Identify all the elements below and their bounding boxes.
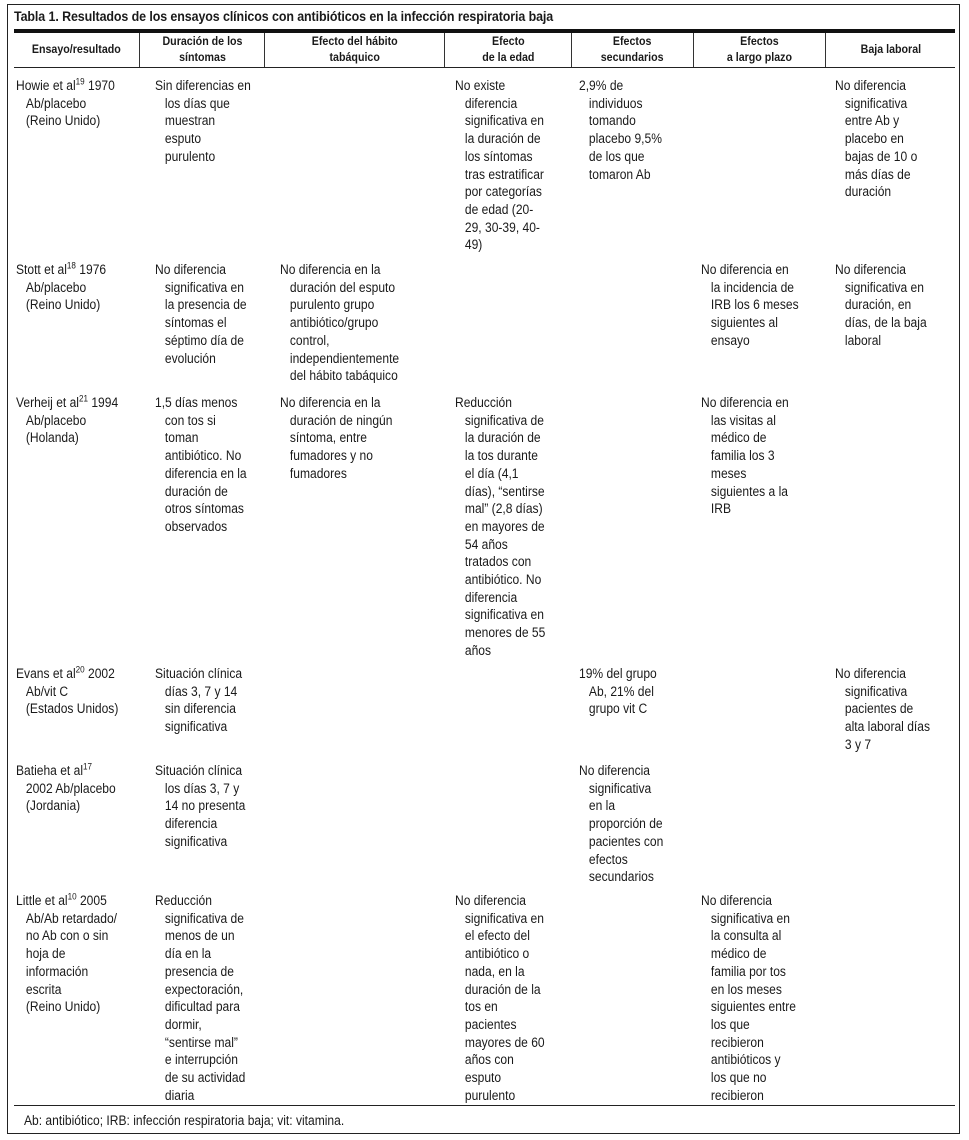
cell-line: fumadores: [289, 465, 347, 481]
study-author: Verheij et al: [16, 395, 79, 410]
study-detail-line: Ab/Ab retardado/: [25, 910, 118, 926]
cell-line: significativa: [164, 833, 228, 849]
cell-line: efectos: [588, 851, 628, 867]
cell-line: tratados con: [464, 554, 532, 570]
study-detail-line: escrita: [25, 981, 62, 997]
study-detail-line: (Estados Unidos): [25, 701, 119, 717]
column-header-label: Ensayo/resultado: [32, 43, 121, 56]
cell-line: duración del esputo: [289, 279, 396, 295]
cell-line: placebo 9,5%: [588, 131, 662, 147]
cell-line: ensayo: [710, 332, 750, 348]
cell-line: significativa: [844, 95, 908, 111]
cell-line: por categorías: [464, 184, 542, 200]
cell-line: dificultad para: [164, 999, 240, 1015]
cell-line: fumadores y no: [289, 448, 373, 464]
table-cell: [155, 77, 261, 166]
cell-line: significativa: [164, 719, 228, 735]
cell-line: recibieron: [710, 1087, 764, 1103]
study-year: 2002: [84, 666, 115, 681]
reference-number: 20: [75, 664, 85, 675]
column-header: [694, 33, 826, 67]
cell-line: los días que: [164, 95, 230, 111]
cell-line: familia los 3: [710, 448, 775, 464]
cell-line: significativa de: [464, 412, 544, 428]
cell-line: nada, en la: [464, 963, 525, 979]
cell-line: siguientes a la: [710, 483, 788, 499]
cell-line: séptimo día de: [164, 332, 244, 348]
cell-line: duración de: [164, 483, 228, 499]
table-cell: [155, 762, 255, 851]
table-cell: [280, 394, 405, 483]
study-author: Evans et al: [16, 666, 76, 681]
cell-line: observados: [164, 518, 228, 534]
cell-line: significativa en: [464, 910, 544, 926]
cell-line: meses: [710, 465, 747, 481]
cell-line: tomando: [588, 113, 636, 129]
table-cell: [579, 665, 665, 718]
header-rule: [14, 67, 955, 68]
cell-line: sin diferencia: [164, 701, 236, 717]
cell-line: 14 no presenta: [164, 798, 246, 814]
cell-line: “sentirse mal”: [164, 1034, 238, 1050]
cell-line: Situación clínica: [155, 666, 243, 681]
study-author: Little et al: [16, 893, 68, 908]
column-header: [826, 33, 955, 67]
study-detail-line: Ab/placebo: [25, 279, 87, 295]
cell-line: bajas de 10 o: [844, 148, 918, 164]
cell-line: de los que: [588, 148, 645, 164]
table-cell: [835, 77, 926, 201]
table-cell: [835, 665, 941, 754]
cell-line: No diferencia: [701, 893, 773, 908]
cell-line: esputo: [164, 131, 202, 147]
study-cell: [16, 665, 130, 718]
cell-line: Ab, 21% del: [588, 683, 654, 699]
cell-line: el efecto del: [464, 928, 530, 944]
cell-line: significativa en: [164, 279, 244, 295]
cell-line: 29, 30-39, 40-: [464, 219, 540, 235]
cell-line: día en la: [164, 946, 212, 962]
study-detail-line: (Reino Unido): [25, 113, 101, 129]
table-cell: [835, 261, 937, 350]
cell-line: proporción de: [588, 816, 663, 832]
cell-line: No diferencia: [579, 763, 651, 778]
cell-line: familia por tos: [710, 963, 786, 979]
cell-line: médico de: [710, 430, 767, 446]
cell-line: duración: [844, 184, 892, 200]
cell-line: Situación clínica: [155, 763, 243, 778]
study-detail-line: hoja de: [25, 946, 66, 962]
study-detail-line: Ab/placebo: [25, 412, 87, 428]
study-cell: [16, 77, 126, 130]
cell-line: purulento: [164, 148, 216, 164]
cell-line: No existe: [455, 78, 506, 93]
cell-line: No diferencia en: [701, 395, 789, 410]
study-year: 1970: [84, 78, 115, 93]
column-header: [14, 33, 140, 67]
cell-line: años: [464, 642, 492, 658]
cell-line: purulento: [464, 1087, 516, 1103]
cell-line: secundarios: [588, 869, 654, 885]
cell-line: la incidencia de: [710, 279, 794, 295]
cell-line: antibiótico. No: [464, 572, 542, 588]
cell-line: 1,5 días menos: [155, 395, 238, 410]
cell-line: muestran: [164, 113, 216, 129]
cell-line: antibiótico/grupo: [289, 315, 379, 331]
table-cell: [701, 261, 810, 350]
study-cell: [16, 892, 128, 1016]
table-cell: [701, 892, 807, 1104]
study-name: [16, 762, 116, 780]
cell-line: mayores de 60: [464, 1034, 545, 1050]
cell-line: Sin diferencias en: [155, 78, 251, 93]
table-cell: [155, 892, 255, 1104]
column-header: [140, 33, 265, 67]
cell-line: de su actividad: [164, 1070, 246, 1086]
reference-number: 10: [67, 891, 77, 902]
column-header-label: Baja laboral: [860, 43, 921, 56]
study-name: [16, 261, 106, 279]
study-name: [16, 394, 118, 412]
cell-line: significativa: [588, 780, 652, 796]
cell-line: menos de un: [164, 928, 235, 944]
cell-line: significativa en: [464, 607, 544, 623]
cell-line: siguientes entre: [710, 999, 796, 1015]
study-detail-line: (Holanda): [25, 430, 79, 446]
cell-line: otros síntomas: [164, 501, 244, 517]
cell-line: presencia de: [164, 963, 234, 979]
cell-line: los síntomas: [464, 148, 533, 164]
column-header-label: Efecto de la edad: [481, 35, 535, 64]
study-cell: [16, 762, 127, 815]
cell-line: días, de la baja: [844, 315, 927, 331]
cell-line: esputo: [464, 1070, 502, 1086]
cell-line: la presencia de: [164, 297, 247, 313]
cell-line: la tos durante: [464, 448, 538, 464]
table-cell: [155, 394, 257, 536]
column-header-label: Efecto del hábito tabáquico: [311, 35, 398, 64]
table-footnote: Ab: antibiótico; IRB: infección respiratoria baja; vit: vitamina.: [24, 1113, 345, 1128]
cell-line: los días 3, 7 y: [164, 780, 240, 796]
cell-line: No diferencia: [835, 262, 907, 277]
cell-line: No diferencia: [835, 78, 907, 93]
cell-line: tomaron Ab: [588, 166, 651, 182]
cell-line: No diferencia en: [701, 262, 789, 277]
cell-line: 3 y 7: [844, 736, 872, 752]
column-header-label: Efectos a largo plazo: [726, 35, 793, 64]
cell-line: en los meses: [710, 981, 782, 997]
study-cell: [16, 394, 130, 447]
cell-line: evolución: [164, 350, 216, 366]
cell-line: médico de: [710, 946, 767, 962]
study-detail-line: Ab/placebo: [25, 95, 87, 111]
cell-line: años con: [464, 1052, 514, 1068]
cell-line: pacientes de: [844, 701, 914, 717]
study-name: [16, 77, 115, 95]
cell-line: del hábito tabáquico: [289, 368, 398, 384]
cell-line: IRB los 6 meses: [710, 297, 799, 313]
cell-line: 19% del grupo: [579, 666, 657, 681]
cell-line: diferencia: [464, 589, 518, 605]
study-author: Stott et al: [16, 262, 67, 277]
cell-line: Reducción: [455, 395, 512, 410]
cell-line: No diferencia en la: [280, 395, 381, 410]
study-cell: [16, 261, 116, 314]
cell-line: significativa en: [464, 113, 544, 129]
table-cell: [155, 261, 257, 367]
study-detail-line: no Ab con o sin: [25, 928, 109, 944]
table-cell: [455, 892, 555, 1104]
cell-line: 49): [464, 237, 483, 253]
cell-line: significativa en: [844, 279, 924, 295]
cell-line: placebo en: [844, 131, 904, 147]
cell-line: en la: [588, 798, 616, 814]
footer-rule: [14, 1105, 955, 1106]
table-cell: [280, 261, 412, 385]
column-header-label: Efectos secundarios: [601, 35, 664, 64]
cell-line: pacientes con: [588, 833, 664, 849]
study-author: Howie et al: [16, 78, 76, 93]
table-title: Tabla 1. Resultados de los ensayos clínicos con antibióticos en la infección respiratoria baja: [14, 9, 554, 24]
column-header: [265, 33, 445, 67]
cell-line: significativa: [844, 683, 908, 699]
cell-line: el día (4,1: [464, 465, 519, 481]
cell-line: días 3, 7 y 14: [164, 683, 238, 699]
column-header-label: Duración de los síntomas: [161, 35, 243, 64]
cell-line: en mayores de: [464, 518, 545, 534]
study-year: 1994: [88, 395, 119, 410]
cell-line: de edad (20-: [464, 201, 534, 217]
cell-line: toman: [164, 430, 199, 446]
table-cell: [579, 762, 673, 886]
cell-line: diferencia: [464, 95, 518, 111]
study-detail-line: (Jordania): [25, 798, 81, 814]
cell-line: más días de: [844, 166, 911, 182]
cell-line: duración de la: [464, 981, 541, 997]
cell-line: No diferencia: [835, 666, 907, 681]
cell-line: dormir,: [164, 1016, 202, 1032]
reference-number: 17: [83, 761, 93, 772]
cell-line: significativa de: [164, 910, 244, 926]
cell-line: la consulta al: [710, 928, 782, 944]
cell-line: las visitas al: [710, 412, 776, 428]
cell-line: síntomas el: [164, 315, 227, 331]
cell-line: antibiótico o: [464, 946, 530, 962]
table-cell: [579, 77, 671, 183]
cell-line: antibióticos y: [710, 1052, 781, 1068]
reference-number: 18: [66, 260, 76, 271]
study-detail-line: información: [25, 963, 89, 979]
cell-line: la duración de: [464, 430, 541, 446]
reference-number: 19: [75, 76, 85, 87]
study-detail-line: (Reino Unido): [25, 999, 101, 1015]
cell-line: diaria: [164, 1087, 195, 1103]
cell-line: duración, en: [844, 297, 912, 313]
cell-line: los que: [710, 1016, 750, 1032]
cell-line: recibieron: [710, 1034, 764, 1050]
cell-line: la duración de: [464, 131, 541, 147]
cell-line: significativa en: [710, 910, 790, 926]
cell-line: individuos: [588, 95, 643, 111]
cell-line: entre Ab y: [844, 113, 900, 129]
cell-line: tras estratificar: [464, 166, 544, 182]
column-header: [445, 33, 572, 67]
cell-line: siguientes al: [710, 315, 778, 331]
cell-line: los que no: [710, 1070, 767, 1086]
study-detail-line: 2002 Ab/placebo: [25, 780, 116, 796]
cell-line: control,: [289, 332, 330, 348]
cell-line: expectoración,: [164, 981, 244, 997]
cell-line: síntoma, entre: [289, 430, 367, 446]
cell-line: purulento grupo: [289, 297, 375, 313]
cell-line: pacientes: [464, 1016, 517, 1032]
cell-line: No diferencia en la: [280, 262, 381, 277]
table-cell: [455, 77, 554, 254]
study-year: 1976: [75, 262, 107, 277]
cell-line: No diferencia: [155, 262, 227, 277]
table-cell: [455, 394, 555, 660]
study-year: 2005: [76, 893, 107, 908]
cell-line: duración de ningún: [289, 412, 393, 428]
cell-line: laboral: [844, 332, 882, 348]
cell-line: grupo vit C: [588, 701, 648, 717]
cell-line: diferencia: [164, 816, 218, 832]
cell-line: IRB: [710, 501, 731, 517]
cell-line: e interrupción: [164, 1052, 238, 1068]
reference-number: 21: [78, 393, 88, 404]
cell-line: menores de 55: [464, 625, 546, 641]
cell-line: independientemente: [289, 350, 400, 366]
table-header: [14, 33, 955, 67]
cell-line: Reducción: [155, 893, 212, 908]
cell-line: tos en: [464, 999, 498, 1015]
cell-line: 54 años: [464, 536, 508, 552]
study-author: Batieha et al: [16, 763, 84, 778]
study-name: [16, 892, 117, 910]
table-cell: [701, 394, 799, 518]
cell-line: antibiótico. No: [164, 448, 242, 464]
cell-line: No diferencia: [455, 893, 527, 908]
cell-line: con tos si: [164, 412, 216, 428]
study-detail-line: (Reino Unido): [25, 297, 101, 313]
column-header: [572, 33, 694, 67]
cell-line: 2,9% de: [579, 78, 624, 93]
study-detail-line: Ab/vit C: [25, 683, 69, 699]
cell-line: mal” (2,8 días): [464, 501, 543, 517]
study-name: [16, 665, 118, 683]
cell-line: días), “sentirse: [464, 483, 545, 499]
cell-line: diferencia en la: [164, 465, 247, 481]
cell-line: alta laboral días: [844, 719, 930, 735]
table-cell: [155, 665, 252, 736]
